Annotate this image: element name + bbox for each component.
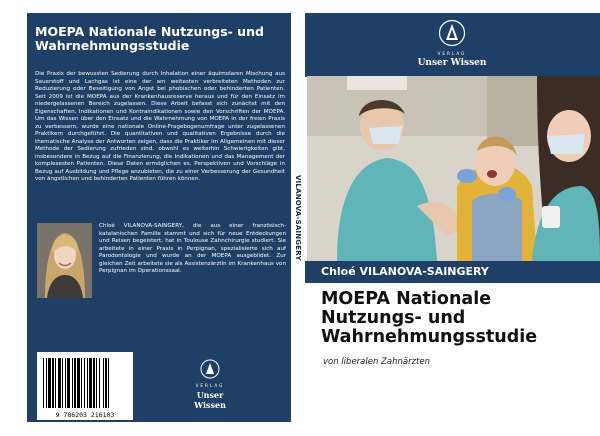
cover-photo-dental-scene	[307, 76, 600, 261]
back-cover-blurb: Die Praxis der bewussten Sedierung durch Inhalation einer äquimolaren Mischung aus Sauerstoff und Lachgas ist eine der am weitesten verbreiteten Methoden zur Reduzierung oder Beseitigung von Angst bei phobischen oder behinderten Patienten. Seit 2009 ist die MOEPA aus der Krankenhausreserve heraus und für den Einsatz im niedergelassenen Bereich zugelassen. Diese Arbeit befasst sich zunächst mit den Eigenschaften, Indikationen und Kontraindikationen sowie den Vorschriften der MOEPA. Um das Wissen über den Einsatz und die Wahrnehmung von MOEPA in der freien Praxis zu verbessern, wurde eine nationale Online-Fragebogenumfrage unter zugelassenen Praktikern durchgeführt. Die quantitativen und qualitativen Ergebnisse durch die thematische Analyse der Antworten zeigen, dass die Praktiker im Allgemeinen mit dieser Methode der Sedierung zufrieden sind, obwohl es weiterhin Schwierigkeiten gibt, insbesondere in Bezug auf die Finanzierung, die Indikationen und das Management der komplexesten Patienten. Diese Daten ermöglichen es, Perspektiven und Vorschläge in Bezug auf Ausbildung und Pflege anzubieten, die zu einer Verbesserung der Gesundheit von ängstlichen und behinderten Patienten führen können.	[35, 71, 285, 182]
front-publisher-tag: VERLAG	[437, 51, 467, 56]
front-publisher-name: Unser Wissen	[417, 58, 487, 68]
author-photo	[37, 223, 92, 298]
spine	[291, 13, 305, 422]
spine-author: VILANOVA-SAINGERY	[294, 174, 302, 261]
publisher-emblem-icon	[438, 19, 466, 47]
cover-title: MOEPA Nationale Nutzungs- und Wahrnehmungsstudie	[321, 289, 538, 347]
cover-author-bar: Chloé VILANOVA-SAINGERY	[305, 261, 600, 283]
publisher-emblem-icon	[200, 359, 220, 379]
front-header	[305, 13, 600, 77]
front-publisher-logo	[417, 19, 487, 68]
author-bio: Chloé VILANOVA-SAINGERY, die aus einer französisch-katalanischen Familie stammt und sich für neue Entdeckungen und Reisen begeistert, hat in Toulouse Zahnchirurgie studiert. Sie arbeitete in einer Praxis in Perpignan, spezialisierte sich auf Parodontologie und wurde an der MOEPA ausgebildet. Zur gleichen Zeit arbeitete sie als Assistenzärztin im Krankenhaus von Perpignan im Operationssaal.	[99, 223, 286, 274]
back-cover-title: MOEPA Nationale Nutzungs- und Wahrnehmungsstudie	[35, 24, 264, 53]
cover-subtitle: von liberalen Zahnärzten	[323, 357, 430, 367]
front-cover	[305, 13, 600, 422]
barcode	[37, 352, 133, 420]
barcode-bars	[37, 352, 133, 420]
back-publisher-tag: VERLAG	[195, 383, 225, 388]
back-publisher-name: Unser Wissen	[194, 390, 226, 410]
back-cover	[27, 13, 291, 422]
back-publisher-logo	[180, 359, 240, 410]
barcode-number: 9 786203 216103	[55, 411, 115, 419]
